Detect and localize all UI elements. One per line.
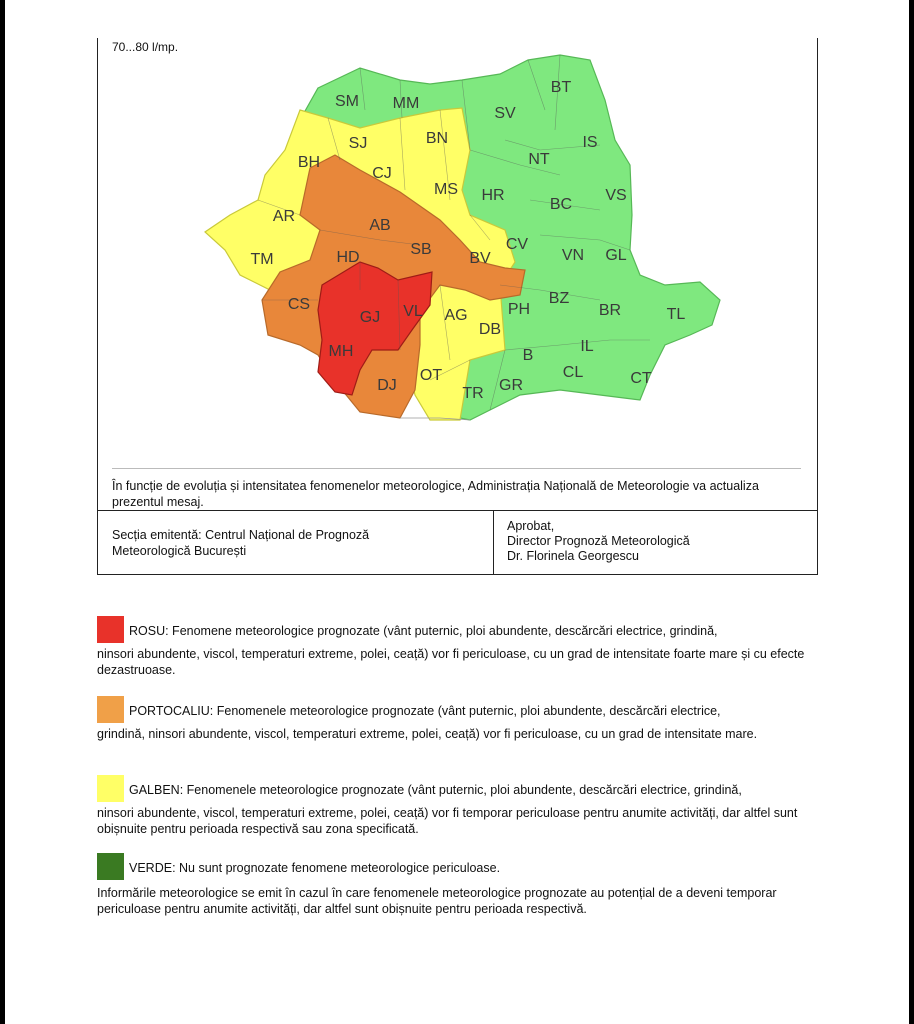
county-label-hr: HR xyxy=(481,187,505,204)
county-label-cv: CV xyxy=(505,236,529,253)
legend-yellow-body: ninsori abundente, viscol, temperaturi extreme, polei, ceață) vor fi temporar periculoase pentru anumite activități, dar altfel sunt obișnuite pentru perioada respectivă sau zona specificată. xyxy=(97,806,798,836)
approved-line-1: Aprobat, xyxy=(507,519,555,533)
county-label-bt: BT xyxy=(550,79,572,96)
county-label-sb: SB xyxy=(410,241,432,258)
county-label-hd: HD xyxy=(336,249,360,266)
divider-line xyxy=(112,468,801,469)
county-label-b: B xyxy=(522,347,534,364)
county-label-ms: MS xyxy=(434,181,458,198)
red-swatch xyxy=(97,616,124,643)
county-label-sv: SV xyxy=(494,105,516,122)
county-label-vs: VS xyxy=(605,187,627,204)
signature-divider xyxy=(493,511,494,575)
orange-swatch xyxy=(97,696,124,723)
green-swatch xyxy=(97,853,124,880)
county-label-bc: BC xyxy=(549,196,573,213)
legend-yellow xyxy=(97,775,817,835)
approved-line-2: Director Prognoză Meteorologică xyxy=(507,534,690,548)
signature-row xyxy=(98,510,817,575)
county-label-db: DB xyxy=(478,321,502,338)
county-label-cl: CL xyxy=(562,364,584,381)
county-label-tm: TM xyxy=(250,251,274,268)
legend-green-head: VERDE: Nu sunt prognozate fenomene meteorologice periculoase. xyxy=(129,861,501,875)
county-label-cj: CJ xyxy=(372,165,392,182)
county-label-br: BR xyxy=(598,302,622,319)
county-label-mh: MH xyxy=(328,343,354,360)
county-label-tl: TL xyxy=(666,306,686,323)
county-label-ab: AB xyxy=(369,217,391,234)
county-label-vn: VN xyxy=(561,247,585,264)
update-notice: În funcție de evoluția și intensitatea fenomenelor meteorologice, Administrația Națională de Meteorologie va actualiza prezentul mesaj. xyxy=(112,479,759,509)
legend-red xyxy=(97,616,817,676)
county-label-ot: OT xyxy=(419,367,443,384)
county-label-nt: NT xyxy=(528,151,550,168)
county-label-ct: CT xyxy=(630,370,652,387)
legend-green xyxy=(97,853,817,923)
legend-yellow-head: GALBEN: Fenomenele meteorologice prognozate (vânt puternic, ploi abundente, descărcări electrice, grindină, xyxy=(129,783,742,797)
county-label-mm: MM xyxy=(392,95,420,112)
county-label-bn: BN xyxy=(425,130,449,147)
legend-orange xyxy=(97,696,817,756)
county-label-cs: CS xyxy=(287,296,311,313)
legend-orange-body: grindină, ninsori abundente, viscol, temperaturi extreme, polei, ceață) vor fi periculoase, cu un grad de intensitate mare. xyxy=(97,727,758,741)
legend-green-body: Informările meteorologice se emit în cazul în care fenomenele meteorologice prognozate au potențial de a deveni temporar periculoase pentru anumite activități, dar altfel sunt obișnuite pentru perioada respectivă. xyxy=(97,886,777,916)
issuer-line-1: Secția emitentă: Centrul Național de Prognoză xyxy=(112,528,370,542)
county-label-sj: SJ xyxy=(348,135,368,152)
county-label-gr: GR xyxy=(499,377,523,394)
county-label-ph: PH xyxy=(507,301,531,318)
county-label-dj: DJ xyxy=(377,377,397,394)
issuer-block xyxy=(112,527,482,559)
yellow-swatch xyxy=(97,775,124,802)
county-label-il: IL xyxy=(580,338,594,355)
precipitation-amount: 70...80 l/mp. xyxy=(112,40,179,54)
screen-edge-right xyxy=(909,0,914,1024)
county-label-ag: AG xyxy=(444,307,468,324)
romania-warning-map xyxy=(100,48,725,433)
legend-red-body: ninsori abundente, viscol, temperaturi extreme, polei, ceață) vor fi periculoase, cu un grad de intensitate foarte mare și cu efecte dezastruoase. xyxy=(97,647,805,677)
approval-block xyxy=(507,519,807,564)
county-label-ar: AR xyxy=(272,208,296,225)
county-label-gl: GL xyxy=(605,247,627,264)
legend-red-head: ROSU: Fenomene meteorologice prognozate (vânt puternic, ploi abundente, descărcări electrice, grindină, xyxy=(129,624,718,638)
county-label-tr: TR xyxy=(462,385,484,402)
county-label-bz: BZ xyxy=(548,290,570,307)
county-label-is: IS xyxy=(582,134,598,151)
screen-edge-left xyxy=(0,0,5,1024)
county-label-bh: BH xyxy=(297,154,321,171)
county-label-gj: GJ xyxy=(359,309,381,326)
issuer-line-2: Meteorologică București xyxy=(112,544,247,558)
legend-orange-head: PORTOCALIU: Fenomenele meteorologice prognozate (vânt puternic, ploi abundente, descărcări electrice, xyxy=(129,704,721,718)
county-label-sm: SM xyxy=(335,93,359,110)
county-label-vl: VL xyxy=(403,303,423,320)
approved-line-3: Dr. Florinela Georgescu xyxy=(507,549,640,563)
county-label-bv: BV xyxy=(469,250,491,267)
